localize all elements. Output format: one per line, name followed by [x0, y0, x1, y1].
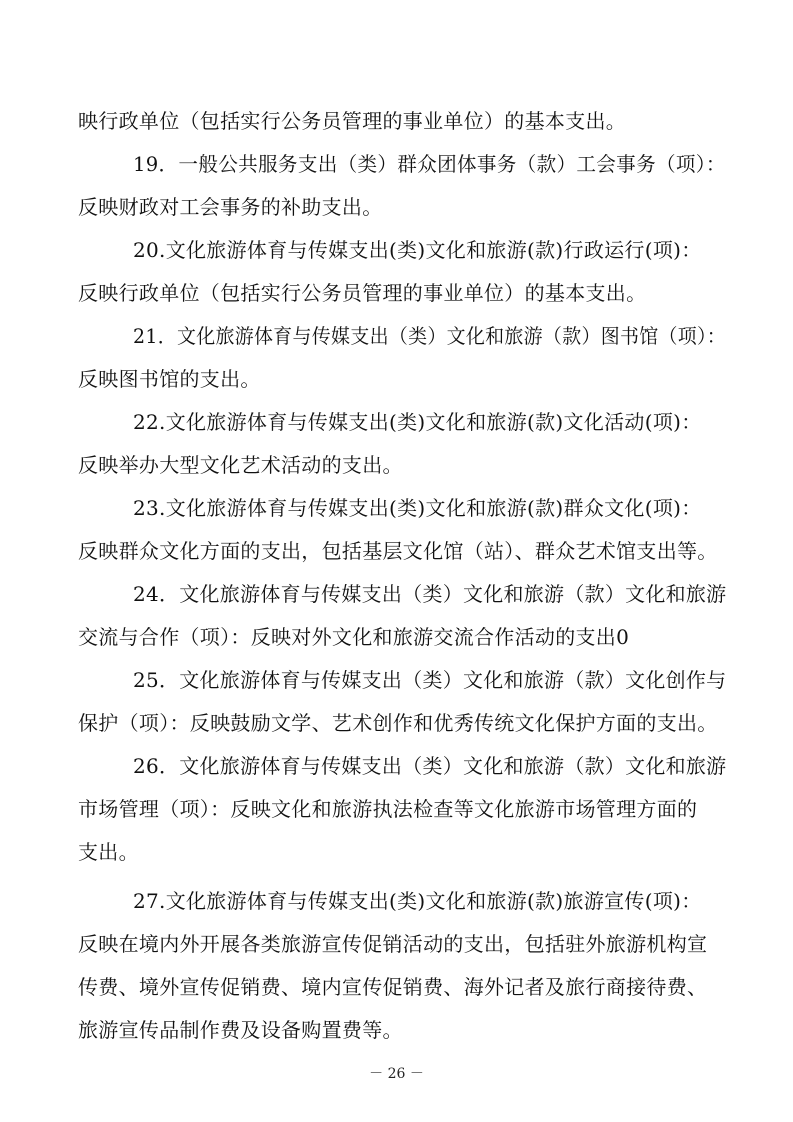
page-number: － 26 －: [369, 1066, 424, 1082]
body-text: [78, 100, 726, 1052]
line-text: 19．一般公共服务支出（类）群众团体事务（款）工会事务（项）：: [133, 152, 726, 176]
line-text: 24．文化旅游体育与传媒支出（类）文化和旅游（款）文化和旅游: [133, 582, 727, 606]
paragraph-first-line: [78, 143, 726, 186]
line-text: 反映举办大型文化艺术活动的支出。: [78, 453, 403, 477]
paragraph-line: [78, 1009, 726, 1052]
line-text: 映行政单位（包括实行公务员管理的事业单位）的基本支出。: [78, 109, 627, 133]
line-text: 21．文化旅游体育与传媒支出（类）文化和旅游（款）图书馆（项）：: [133, 324, 727, 348]
paragraph-line: [78, 272, 726, 315]
paragraph-first-line: [78, 487, 726, 530]
paragraph-line: [78, 530, 726, 573]
line-text: 市场管理（项）：反映文化和旅游执法检查等文化旅游市场管理方面的: [78, 797, 698, 821]
line-text: 22.文化旅游体育与传媒支出(类)文化和旅游(款)文化活动(项)：: [133, 410, 702, 434]
paragraph-line: [78, 186, 726, 229]
line-text: 保护（项）：反映鼓励文学、艺术创作和优秀传统文化保护方面的支出。: [78, 711, 718, 735]
paragraph-first-line: [78, 315, 726, 358]
paragraph-first-line: [78, 745, 726, 788]
paragraph-first-line: [78, 573, 726, 616]
line-text: 26．文化旅游体育与传媒支出（类）文化和旅游（款）文化和旅游: [133, 754, 727, 778]
line-text: 交流与合作（项）：反映对外文化和旅游交流合作活动的支出0: [78, 625, 630, 649]
paragraph-line: [78, 616, 726, 659]
paragraph-line: [78, 100, 726, 143]
paragraph-line: [78, 923, 726, 966]
paragraph-first-line: [78, 880, 726, 923]
paragraph-line: [78, 702, 726, 745]
paragraph-line: [78, 966, 726, 1009]
line-text: 20.文化旅游体育与传媒支出(类)文化和旅游(款)行政运行(项)：: [133, 238, 702, 262]
line-text: 传费、境外宣传促销费、境内宣传促销费、海外记者及旅行商接待费、: [78, 975, 708, 999]
paragraph-line: [78, 444, 726, 487]
line-text: 反映在境内外开展各类旅游宣传促销活动的支出，包括驻外旅游机构宣: [78, 932, 708, 956]
line-text: 反映图书馆的支出。: [78, 367, 261, 391]
line-text: 25．文化旅游体育与传媒支出（类）文化和旅游（款）文化创作与: [133, 668, 727, 692]
paragraph-line: [78, 358, 726, 401]
paragraph-first-line: [78, 659, 726, 702]
line-text: 支出。: [78, 840, 139, 864]
line-text: 反映财政对工会事务的补助支出。: [78, 195, 383, 219]
paragraph-first-line: [78, 229, 726, 272]
line-text: 27.文化旅游体育与传媒支出(类)文化和旅游(款)旅游宣传(项)：: [133, 889, 702, 913]
paragraph-line: [78, 831, 726, 874]
line-text: 23.文化旅游体育与传媒支出(类)文化和旅游(款)群众文化(项)：: [133, 496, 702, 520]
line-text: 旅游宣传品制作费及设备购置费等。: [78, 1018, 403, 1042]
line-text: 反映行政单位（包括实行公务员管理的事业单位）的基本支出。: [78, 281, 647, 305]
paragraph-first-line: [78, 401, 726, 444]
line-text: 反映群众文化方面的支出，包括基层文化馆（站）、群众艺术馆支出等。: [78, 539, 718, 563]
paragraph-line: [78, 788, 726, 831]
